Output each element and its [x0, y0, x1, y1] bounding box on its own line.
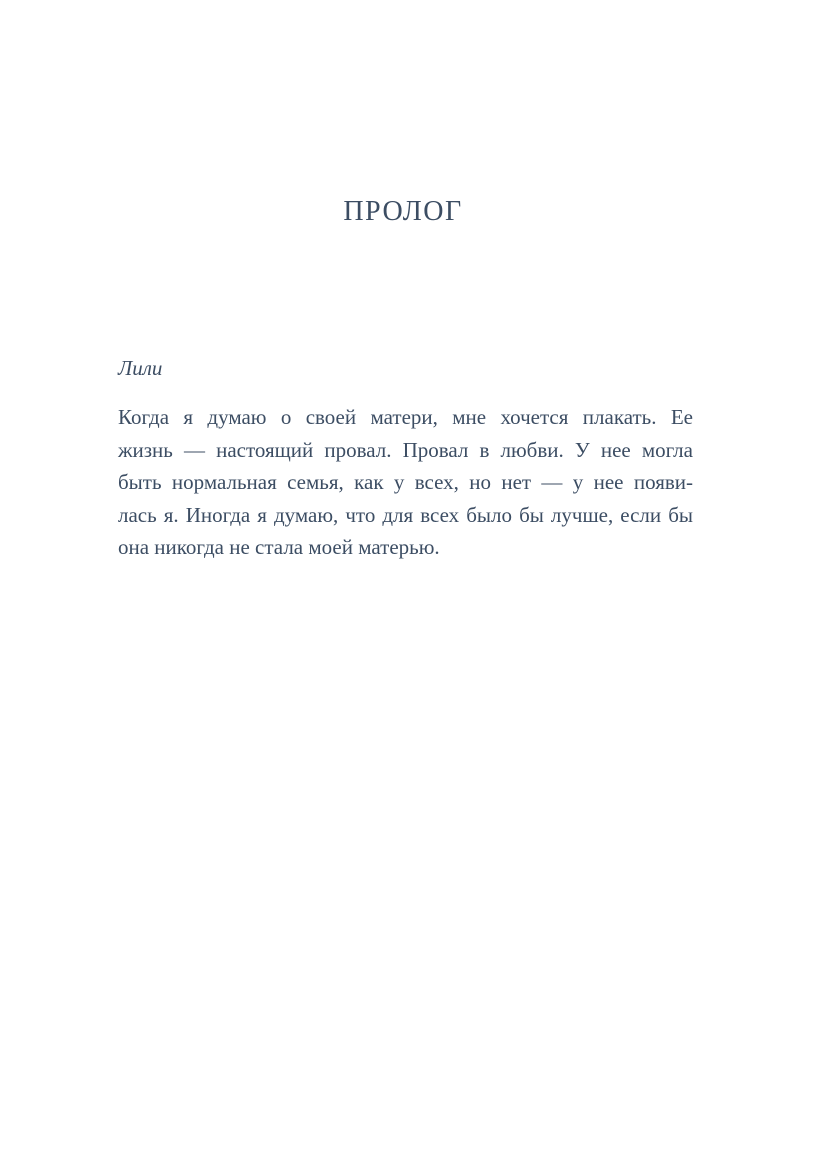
paragraph-line: жизнь — настоящий провал. Провал в любви. У нее могла	[118, 437, 693, 462]
paragraph-line: лась я. Иногда я думаю, что для всех было бы лучше, если бы	[118, 502, 693, 527]
paragraph-line: быть нормальная семья, как у всех, но нет — у нее появи-	[118, 470, 693, 494]
prologue-paragraph	[118, 401, 693, 564]
paragraph-line: она никогда не стала моей матерью.	[118, 535, 440, 559]
chapter-title: ПРОЛОГ	[343, 196, 463, 227]
narrator-name: Лили	[118, 356, 163, 380]
paragraph-line: Когда я думаю о своей матери, мне хочется плакать. Ее	[118, 405, 693, 429]
